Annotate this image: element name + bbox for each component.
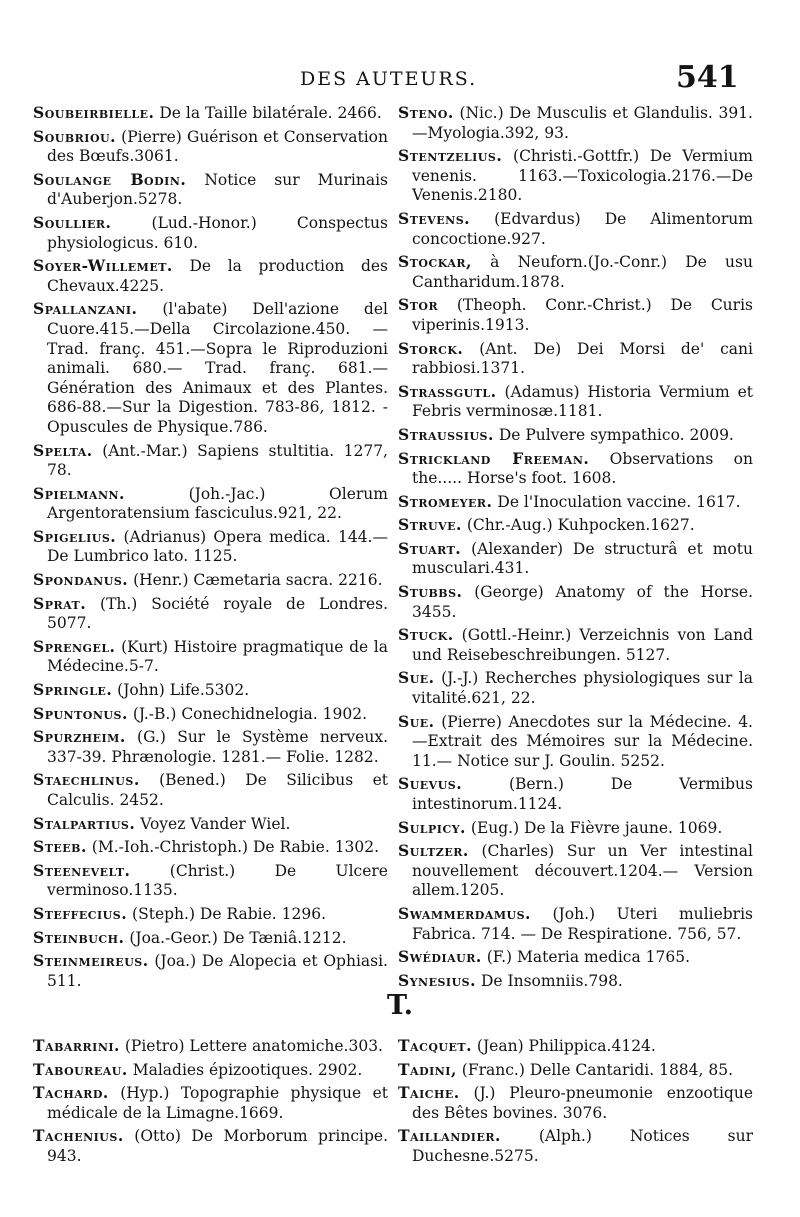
entry-text: (Lud.-Honor.) Conspectus physiologicus. 610. [47,213,388,252]
index-entry [398,103,753,143]
entry-text: à Neuforn.(Jo.-Conr.) De usu Cantharidum.1878. [412,253,753,291]
entry-text: (Eug.) De la Fièvre jaune. 1069. [470,818,723,837]
author-name: Strickland Freeman. [398,448,590,468]
entry-text: (Kurt) Histoire pragmatique de la Médecine.5-7. [47,637,388,676]
author-name: Taillandier. [398,1126,501,1146]
entry-text: (Otto) De Morborum principe. 943. [47,1127,388,1165]
index-column-left [33,103,388,994]
entry-text: (Alexander) De structurâ et motu musculari.431. [412,539,753,578]
index-entry [398,1083,753,1123]
entry-text: Maladies épizootiques. 2902. [132,1060,363,1079]
index-entry [33,170,388,210]
index-entry [33,637,388,677]
entry-text: (Joa.) De Alopecia et Ophiasi. 511. [47,952,388,990]
author-name: Tadini, [398,1059,457,1079]
entry-text: (J.-J.) Recherches physiologiques sur la vitalité.621, 22. [412,669,753,708]
index-entry [33,951,388,991]
author-name: Stor [398,295,439,315]
entry-text: De l'Inoculation vaccine. 1617. [497,492,741,511]
author-name: Sue. [398,668,435,688]
author-name: Sue. [398,711,435,731]
author-name: Stalpartius. [33,813,136,833]
entry-text: (Theoph. Conr.-Christ.) De Curis viperinis.1913. [412,296,753,334]
entry-text: De la production des Chevaux.4225. [47,257,388,295]
author-name: Sulpicy. [398,817,466,837]
entry-text: (Alph.) Notices sur Duchesne.5275. [412,1127,753,1165]
index-entry [398,947,753,968]
entry-text: De Pulvere sympathico. 2009. [498,425,734,444]
index-entry [398,146,753,206]
index-entry [398,539,753,579]
entry-text: (G.) Sur le Système nerveux. 337-39. Phrænologie. 1281.— Folie. 1282. [47,728,388,766]
index-entry [398,1036,753,1057]
author-name: Soulange Bodin. [33,169,187,189]
author-name: Stuck. [398,625,454,645]
entry-text: (J.) Pleuro-pneumonie enzootique des Bêtes bovines. 3076. [412,1084,753,1122]
author-name: Steenevelt. [33,860,131,880]
index-entry [33,1126,388,1166]
index-entry [33,928,388,949]
entry-text: (George) Anatomy of the Horse. 3455. [412,583,753,621]
index-entry [33,1083,388,1123]
author-name: Stentzelius. [398,146,503,166]
author-name: Soubriou. [33,126,117,146]
author-name: Taboureau. [33,1059,128,1079]
entry-text: (F.) Materia medica 1765. [486,948,691,967]
entry-text: (J.-B.) Conechidnelogia. 1902. [132,704,368,723]
entry-text: (Adrianus) Opera medica. 144.—De Lumbrico lato. 1125. [47,527,388,566]
entry-text: Observations on the..... Horse's foot. 1608. [412,449,753,488]
entry-text: Notice sur Murinais d'Auberjon.5278. [47,170,388,209]
index-entry [398,382,753,422]
index-entry [33,861,388,901]
author-name: Steno. [398,103,454,122]
index-entry [33,213,388,253]
author-name: Swédiaur. [398,947,482,967]
index-entry [398,774,753,814]
index-entry [398,712,753,772]
author-name: Storck. [398,338,464,358]
index-entry [398,625,753,665]
author-name: Tabarrini. [33,1036,120,1055]
index-entry [398,209,753,249]
entry-text: (Christ.) De Ulcere verminoso.1135. [47,861,388,900]
author-name: Suevus. [398,774,463,794]
entry-text: (Chr.-Aug.) Kuhpocken.1627. [466,516,695,535]
author-name: Steinmeireus. [33,951,149,971]
entry-text: Voyez Vander Wiel. [140,814,291,833]
index-entry [33,837,388,858]
author-name: Spallanzani. [33,299,138,319]
author-name: Spuntonus. [33,703,128,723]
author-name: Straussius. [398,424,494,444]
index-entry [33,484,388,524]
author-name: Steeb. [33,837,87,857]
author-name: Sprengel. [33,636,116,656]
index-entry [33,680,388,701]
entry-text: (Joh.) Uteri muliebris Fabrica. 714. — De Respiratione. 756, 57. [412,904,753,943]
author-name: Steffecius. [33,903,128,923]
index-entry [398,582,753,622]
index-entry [398,449,753,489]
page-number: 541 [676,60,739,95]
author-name: Springle. [33,680,113,700]
index-entry [33,256,388,296]
index-entry [398,841,753,901]
author-name: Stuart. [398,538,462,558]
author-name: Synesius. [398,970,477,990]
index-entry [33,814,388,835]
author-name: Steinbuch. [33,927,125,947]
index-entry [398,1126,753,1166]
index-entry [398,668,753,708]
author-name: Strassgutl. [398,381,497,401]
index-entry [33,770,388,810]
author-name: Stevens. [398,208,471,228]
entry-text: (Ant. De) Dei Morsi de' cani rabbiosi.1371. [412,339,753,378]
entry-text: (Henr.) Cæmetaria sacra. 2216. [133,571,383,590]
t-column-right [398,1036,753,1170]
author-name: Sprat. [33,593,87,613]
author-name: Tachenius. [33,1126,124,1146]
index-column-right [398,103,753,994]
entry-text: (l'abate) Dell'azione del Cuore.415.—Della Circolazione.450. —Trad. franç. 451.—Sopra le Riproduzioni animali. 680.— Trad. franç. 681.—Génération des Animaux et des Plantes. 686-88.—Sur la Digestion. 783-86, 1812. - Opuscules de Physique.786. [47,300,388,436]
index-entry [33,299,388,437]
author-name: Spielmann. [33,483,125,503]
author-name: Spelta. [33,440,93,460]
author-name: Taiche. [398,1083,460,1103]
index-entry [398,252,753,292]
entry-text: (Gottl.-Heinr.) Verzeichnis von Land und Reisebeschreibungen. 5127. [412,626,753,664]
entry-text: (Pietro) Lettere anatomiche.303. [124,1037,383,1055]
entry-text: De Insomniis.798. [480,971,623,990]
index-entry [33,1060,388,1081]
entry-text: (Th.) Société royale de Londres. 5077. [47,594,388,633]
index-entry [33,704,388,725]
author-name: Soubeirbielle. [33,103,155,122]
author-name: Soullier. [33,212,112,232]
index-entry [33,594,388,634]
entry-text: (Edvardus) De Alimentorum concoctione.927. [412,209,753,248]
entry-text: (Ant.-Mar.) Sapiens stultitia. 1277, 78. [47,441,388,480]
index-entry [398,295,753,335]
author-name: Stockar, [398,252,472,272]
section-letter-heading: T. [386,990,413,1021]
entry-text: (Christi.-Gottfr.) De Vermium venenis. 1163.—Toxicologia.2176.—De Venenis.2180. [412,147,753,205]
index-entry [33,570,388,591]
entry-text: (Jean) Philippica.4124. [476,1037,656,1055]
author-name: Sultzer. [398,841,469,861]
entry-text: (Steph.) De Rabie. 1296. [132,904,326,923]
entry-text: (Pierre) Guérison et Conservation des Bœufs.3061. [47,127,388,166]
index-entry [398,818,753,839]
author-name: Struve. [398,515,462,535]
index-entry [33,904,388,925]
index-entry [398,904,753,944]
entry-text: (Adamus) Historia Vermium et Febris verminosæ.1181. [412,382,753,421]
author-name: Tacquet. [398,1036,472,1055]
index-entry [398,515,753,536]
index-entry [33,1036,388,1057]
index-entry [33,527,388,567]
author-name: Spurzheim. [33,727,126,747]
index-entry [398,425,753,446]
index-entry [33,103,388,124]
index-entry [398,1060,753,1081]
author-name: Spigelius. [33,526,117,546]
author-name: Staechlinus. [33,770,140,790]
entry-text: (Bern.) De Vermibus intestinorum.1124. [412,775,753,813]
author-name: Swammerdamus. [398,903,531,923]
author-name: Stubbs. [398,582,463,602]
author-name: Tachard. [33,1083,109,1103]
entry-text: (John) Life.5302. [117,681,250,700]
author-name: Soyer-Willemet. [33,256,173,276]
index-entry [33,727,388,767]
entry-text: (Nic.) De Musculis et Glandulis. 391.—Myologia.392, 93. [412,104,753,142]
entry-text: (M.-Ioh.-Christoph.) De Rabie. 1302. [91,838,380,857]
entry-text: (Bened.) De Silicibus et Calculis. 2452. [47,771,388,809]
index-entry [398,492,753,513]
author-name: Spondanus. [33,570,129,590]
index-entry [33,441,388,481]
entry-text: (Franc.) Delle Cantaridi. 1884, 85. [461,1060,734,1079]
index-entry [398,971,753,992]
running-title: DES AUTEURS. [300,68,478,90]
running-header [0,60,800,100]
index-entry [398,339,753,379]
entry-text: (Charles) Sur un Ver intestinal nouvellement découvert.1204.— Version allem.1205. [412,842,753,900]
entry-text: (Joa.-Geor.) De Tæniâ.1212. [129,928,347,947]
entry-text: (Joh.-Jac.) Olerum Argentoratensium fasciculus.921, 22. [47,484,388,523]
entry-text: (Pierre) Anecdotes sur la Médecine. 4.—Extrait des Mémoires sur la Médecine. 11.— Notice sur J. Goulin. 5252. [412,712,753,770]
entry-text: (Hyp.) Topographie physique et médicale de la Limagne.1669. [47,1084,388,1122]
entry-text: De la Taille bilatérale. 2466. [159,104,382,122]
t-column-left [33,1036,388,1170]
author-name: Stromeyer. [398,491,493,511]
index-entry [33,127,388,167]
